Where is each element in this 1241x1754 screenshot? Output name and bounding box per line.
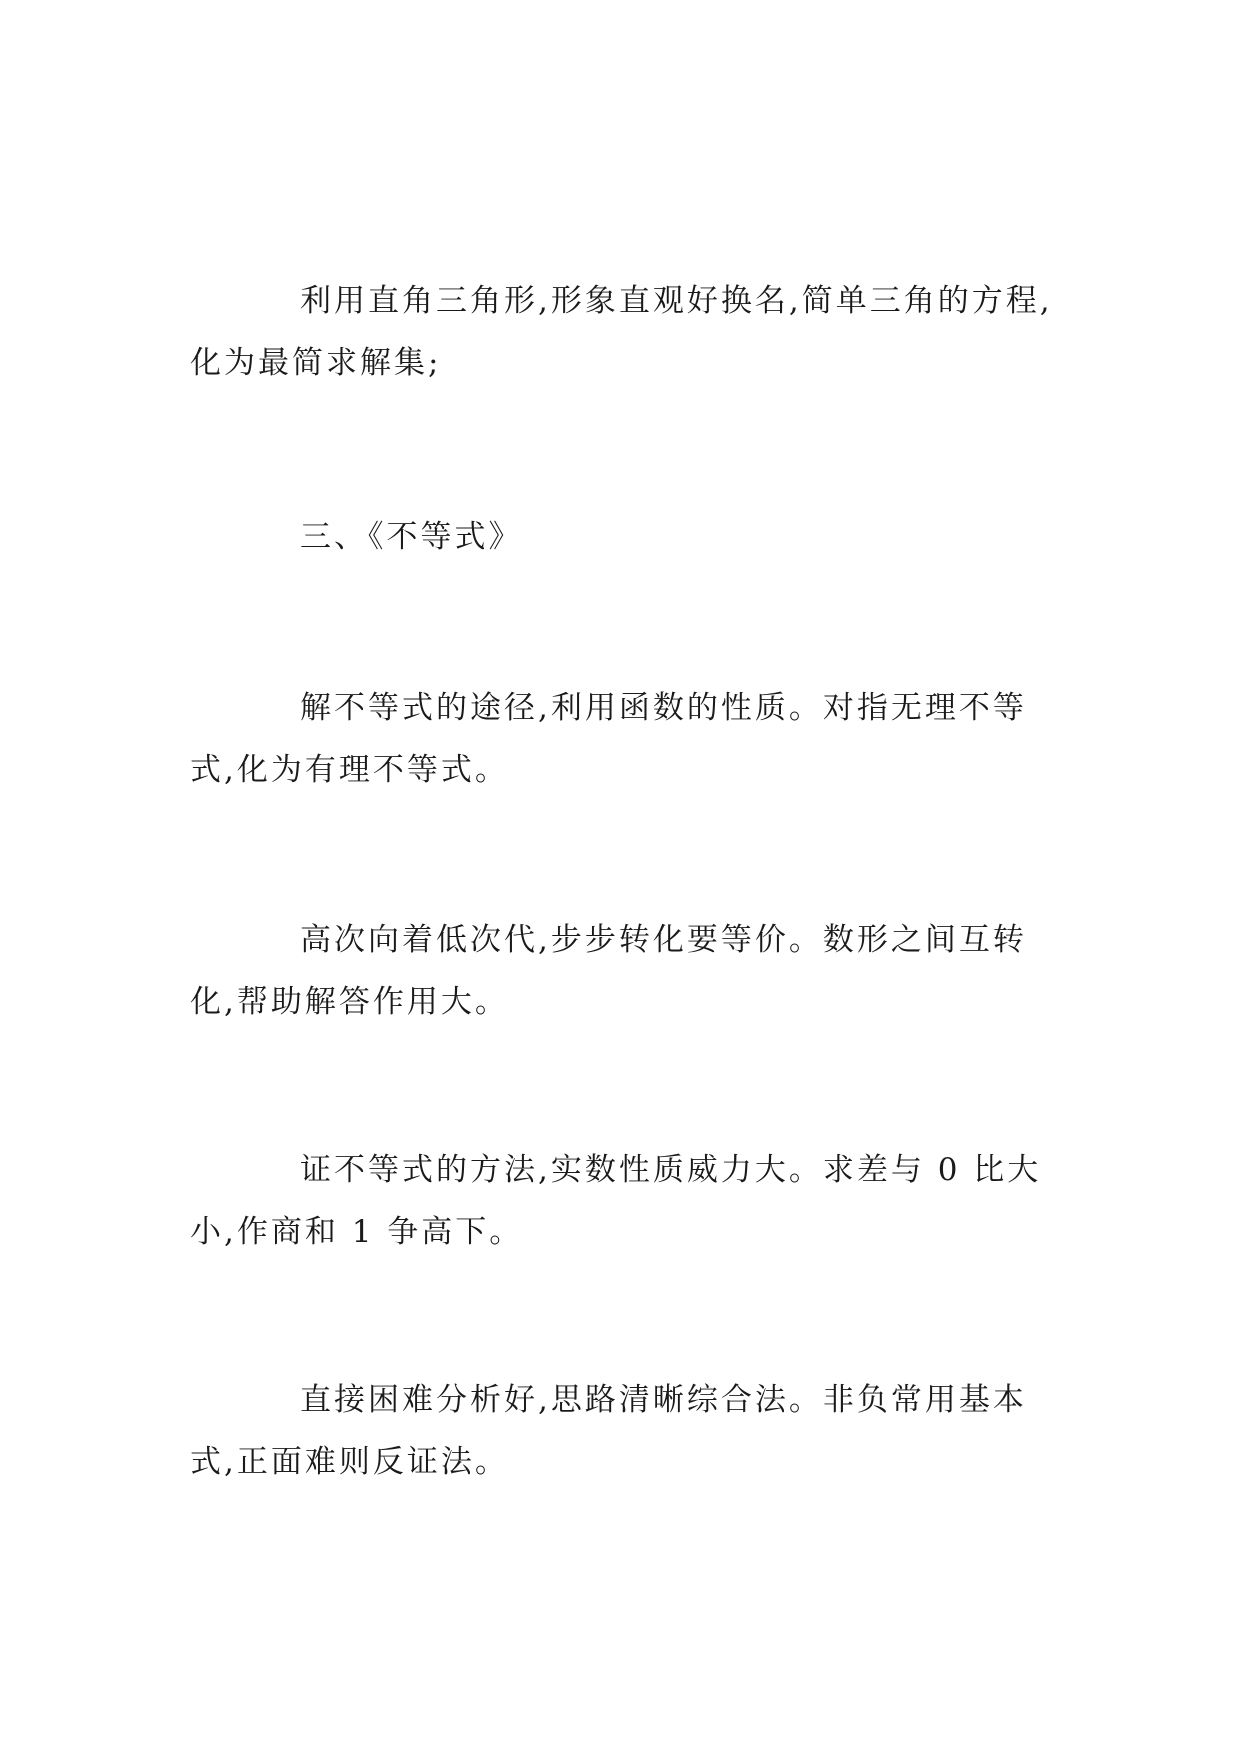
paragraph-high-order-reduction: 高次向着低次代,步步转化要等价。数形之间互转化,帮助解答作用大。 bbox=[190, 922, 1027, 1020]
section-heading-inequalities: 三、《不等式》 bbox=[300, 519, 523, 555]
paragraph-proving-inequalities: 证不等式的方法,实数性质威力大。求差与 0 比大小,作商和 1 争高下。 bbox=[190, 1152, 1042, 1250]
paragraph-proof-methods: 直接困难分析好,思路清晰综合法。非负常用基本式,正面难则反证法。 bbox=[190, 1382, 1027, 1480]
paragraph-solving-inequalities: 解不等式的途径,利用函数的性质。对指无理不等式,化为有理不等式。 bbox=[190, 690, 1027, 788]
paragraph-trig-equations: 利用直角三角形,形象直观好换名,简单三角的方程,化为最简求解集; bbox=[190, 283, 1053, 381]
